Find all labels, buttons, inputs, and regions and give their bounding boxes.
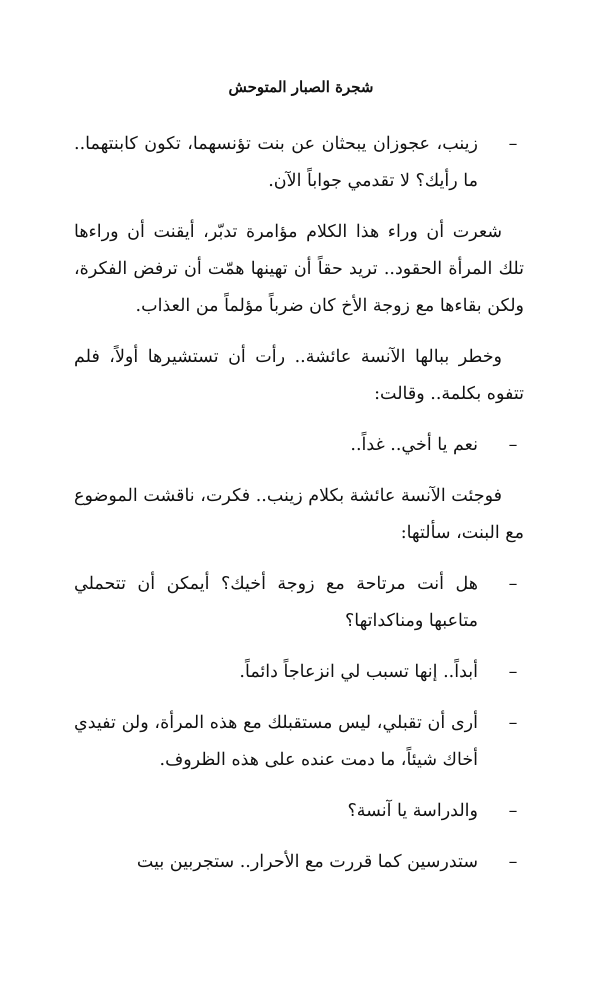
dialogue-dash: – <box>508 852 518 872</box>
running-header: شجرة الصبار المتوحش <box>228 78 374 96</box>
dialogue-line <box>74 126 524 200</box>
dialogue-dash: – <box>508 435 518 455</box>
dialogue-dash: – <box>508 801 518 821</box>
dialogue-line <box>74 654 524 691</box>
dialogue-text: أرى أن تقبلي، ليس مستقبلك مع هذه المرأة، ولن تفيدي أخاك شيئاً، ما دمت عنده على هذه الظروف. <box>74 713 478 770</box>
dialogue-line <box>74 566 524 640</box>
dialogue-text: والدراسة يا آنسة؟ <box>347 801 478 821</box>
dialogue-dash: – <box>508 662 518 682</box>
paragraph: شعرت أن وراء هذا الكلام مؤامرة تدبّر، أيقنت أن وراءها تلك المرأة الحقود.. تريد حقاً أن تهينها همّت أن ترفض الفكرة، ولكن بقاءها مع زوجة الأخ كان ضرباً مؤلماً من العذاب. <box>74 222 524 316</box>
dialogue-text: زينب، عجوزان يبحثان عن بنت تؤنسهما، تكون كابنتهما.. ما رأيك؟ لا تقدمي جواباً الآن. <box>74 134 478 191</box>
dialogue-dash: – <box>508 574 518 594</box>
page-body <box>74 126 524 895</box>
dialogue-line <box>74 793 524 830</box>
dialogue-text: ستدرسين كما قررت مع الأحرار.. ستجربين بيت <box>136 852 478 872</box>
dialogue-text: نعم يا أخي.. غداً.. <box>350 435 478 455</box>
dialogue-dash: – <box>508 134 518 154</box>
paragraph: وخطر ببالها الآنسة عائشة.. رأت أن تستشيرها أولاً، فلم تتفوه بكلمة.. وقالت: <box>74 347 524 404</box>
dialogue-line <box>74 705 524 779</box>
dialogue-text: هل أنت مرتاحة مع زوجة أخيك؟ أيمكن أن تتحملي متاعبها ومناكداتها؟ <box>74 574 478 631</box>
dialogue-text: أبداً.. إنها تسبب لي انزعاجاً دائماً. <box>239 662 478 682</box>
dialogue-line <box>74 844 524 881</box>
dialogue-dash: – <box>508 713 518 733</box>
dialogue-line <box>74 427 524 464</box>
paragraph: فوجئت الآنسة عائشة بكلام زينب.. فكرت، ناقشت الموضوع مع البنت، سألتها: <box>74 486 524 543</box>
